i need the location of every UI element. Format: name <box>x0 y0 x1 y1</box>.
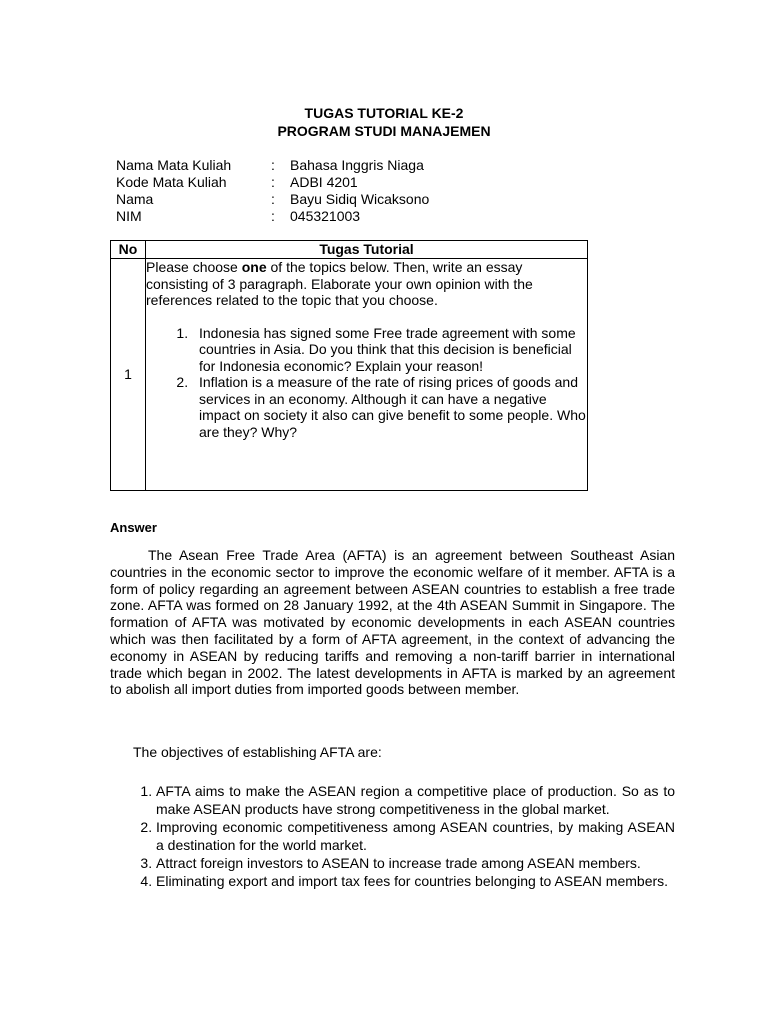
info-value: ADBI 4201 <box>290 174 358 190</box>
answer-paragraph: The Asean Free Trade Area (AFTA) is an agreement between Southeast Asian countries in the economic sector to improve the economic welfare of it member. AFTA is a form of policy regarding an agreement between ASEAN countries to establish a free trade zone. AFTA was formed on 28 January 1992, at the 4th ASEAN Summit in Singapore. The formation of AFTA was motivated by economic developments in each ASEAN countries which was then facilitated by a form of AFTA agreement, in the context of advancing the economy in ASEAN by reducing tariffs and removing a non-tariff barrier in international trade which began in 2002. The latest developments in AFTA is marked by an agreement to abolish all import duties from imported goods between member. <box>110 547 675 698</box>
info-separator: : <box>271 208 275 224</box>
column-header-task: Tugas Tutorial <box>146 241 588 259</box>
list-item: 2. Improving economic competitiveness among ASEAN countries, by making ASEAN a destination for the world market. <box>156 818 675 854</box>
task-cell <box>146 259 588 491</box>
info-separator: : <box>271 191 275 207</box>
task-instructions-text: of the topics below. Then, write an essay consisting of 3 paragraph. Elaborate your own opinion with the references related to the topic that you choose. <box>146 259 533 308</box>
info-value: Bahasa Inggris Niaga <box>290 157 424 173</box>
info-value: 045321003 <box>290 208 361 224</box>
objectives-list <box>110 782 675 890</box>
topic-item: 1. Indonesia has signed some Free trade agreement with some countries in Asia. Do you think that this decision is beneficial for Indonesia economic? Explain your reason! <box>192 325 587 375</box>
info-label: Nama Mata Kuliah <box>116 157 232 173</box>
table-row <box>111 259 588 491</box>
row-number: 1 <box>111 259 146 491</box>
document-subtitle: PROGRAM STUDI MANAJEMEN <box>277 123 491 139</box>
task-instructions-text: Please choose <box>146 259 242 275</box>
info-label: Kode Mata Kuliah <box>116 174 227 190</box>
info-separator: : <box>271 174 275 190</box>
info-value: Bayu Sidiq Wicaksono <box>290 191 430 207</box>
list-item: 4. Eliminating export and import tax fees for countries belonging to ASEAN members. <box>156 872 675 890</box>
info-separator: : <box>271 157 275 173</box>
topic-item: 2. Inflation is a measure of the rate of rising prices of goods and services in an economy. Although it can have a negative impact on society it also can give benefit to some people. Who are they? Why? <box>192 374 587 440</box>
table-header-row <box>111 241 588 259</box>
assignment-table <box>110 240 588 491</box>
document-title: TUGAS TUTORIAL KE-2 <box>304 105 464 121</box>
task-instructions-emphasis: one <box>241 259 267 275</box>
column-header-no: No <box>111 241 146 259</box>
task-instructions <box>146 259 587 309</box>
objectives-intro: The objectives of establishing AFTA are: <box>133 744 382 760</box>
list-item: 3. Attract foreign investors to ASEAN to increase trade among ASEAN members. <box>156 854 675 872</box>
answer-heading: Answer <box>110 520 157 535</box>
info-label: Nama <box>116 191 154 207</box>
info-label: NIM <box>116 208 142 224</box>
list-item: 1. AFTA aims to make the ASEAN region a competitive place of production. So as to make ASEAN products have strong competitiveness in the global market. <box>156 782 675 818</box>
topic-list <box>146 325 587 441</box>
